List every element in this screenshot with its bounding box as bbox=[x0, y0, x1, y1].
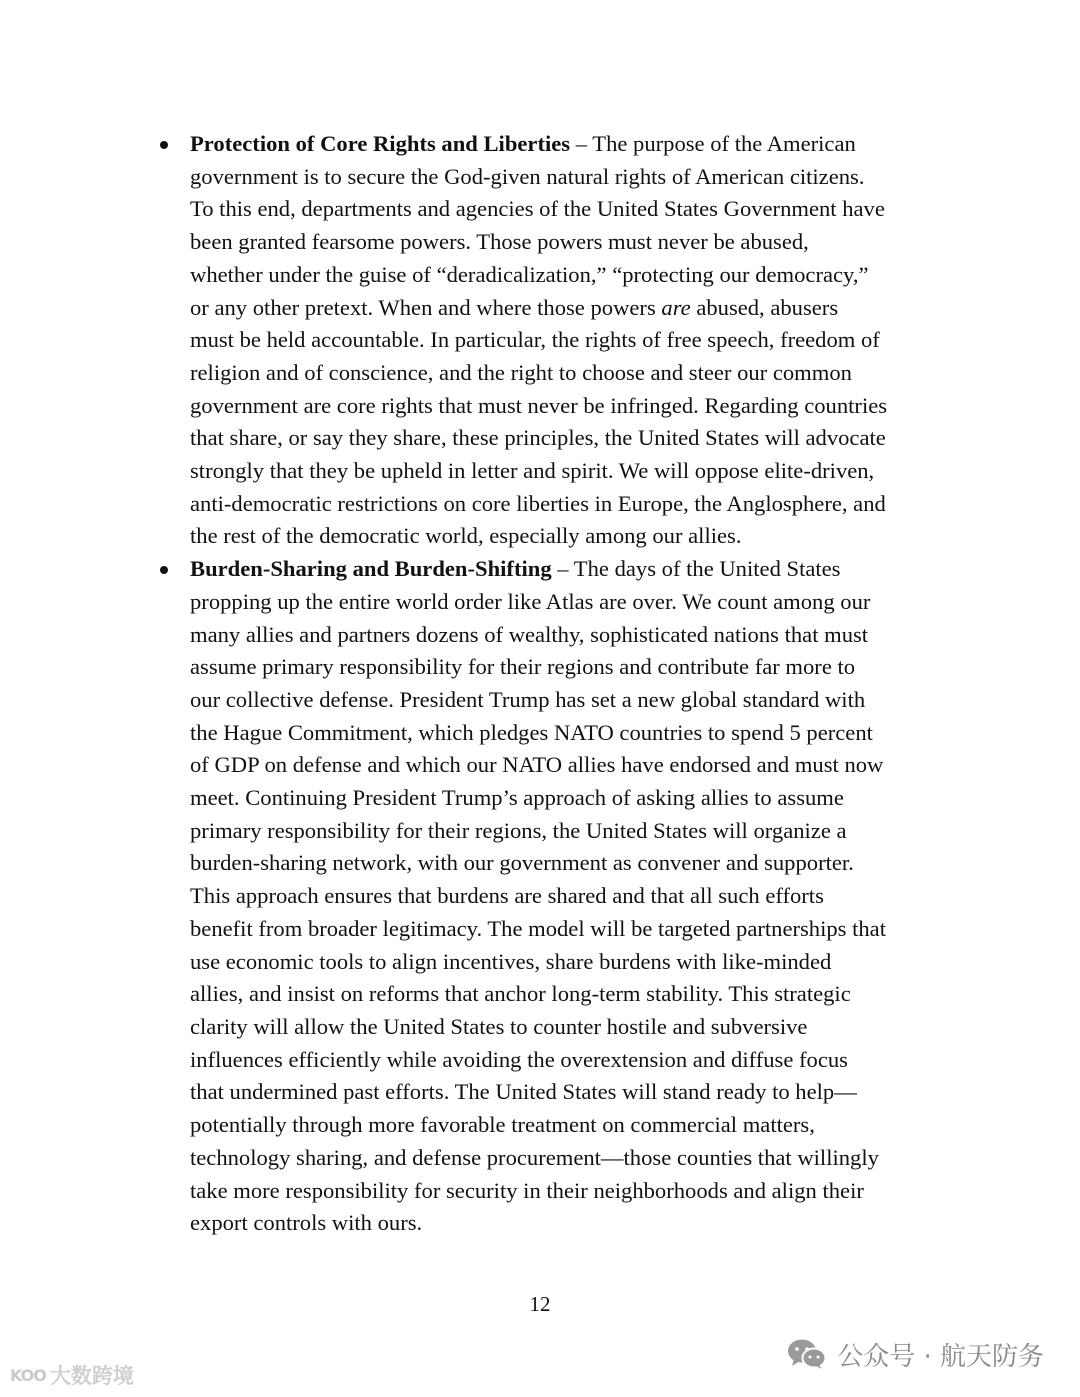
text-line bbox=[190, 422, 960, 455]
page-number: 12 bbox=[529, 1292, 551, 1316]
text-line bbox=[190, 1142, 960, 1175]
watermark-right-text: 公众号 · 航天防务 bbox=[837, 1341, 1044, 1372]
text-segment: religion and of conscience, and the right to choose and steer our common bbox=[190, 359, 852, 385]
text-line bbox=[190, 847, 960, 880]
text-line bbox=[190, 292, 960, 325]
text-line bbox=[190, 880, 960, 913]
wechat-icon bbox=[787, 1338, 827, 1370]
text-segment: been granted fearsome powers. Those powers must never be abused, bbox=[190, 229, 809, 255]
text-line bbox=[190, 1207, 960, 1240]
text-line bbox=[190, 1076, 960, 1109]
watermark-right bbox=[787, 1334, 1044, 1374]
text-line bbox=[190, 619, 960, 652]
text-segment: export controls with ours. bbox=[190, 1210, 423, 1236]
text-line bbox=[190, 749, 960, 782]
bullet-heading: Protection of Core Rights and Liberties bbox=[190, 131, 571, 156]
watermark-left bbox=[10, 1360, 134, 1390]
text-line bbox=[190, 357, 960, 390]
text-line bbox=[190, 226, 960, 259]
text-segment: or any other pretext. When and where those powers bbox=[190, 294, 662, 320]
text-segment: abused, abusers bbox=[690, 294, 839, 320]
text-line bbox=[190, 651, 960, 684]
text-segment: the rest of the democratic world, especially among our allies. bbox=[190, 523, 742, 549]
bullet-item bbox=[190, 553, 960, 1240]
text-line bbox=[190, 520, 960, 553]
text-line bbox=[190, 782, 960, 815]
text-segment: the Hague Commitment, which pledges NATO countries to spend 5 percent bbox=[190, 719, 873, 745]
text-segment: take more responsibility for security in their neighborhoods and align their bbox=[190, 1177, 864, 1203]
text-line bbox=[190, 586, 960, 619]
text-segment: To this end, departments and agencies of the United States Government have bbox=[190, 196, 885, 222]
text-segment: government is to secure the God-given natural rights of American citizens. bbox=[190, 163, 865, 189]
text-segment: – The days of the United States bbox=[551, 556, 841, 582]
bullet-item bbox=[190, 128, 960, 553]
bullet-dot-icon bbox=[160, 141, 168, 149]
text-segment: benefit from broader legitimacy. The model will be targeted partnerships that bbox=[190, 915, 886, 941]
text-segment: primary responsibility for their regions, the United States will organize a bbox=[190, 817, 847, 843]
text-segment: clarity will allow the United States to counter hostile and subversive bbox=[190, 1013, 808, 1039]
text-line bbox=[190, 128, 960, 161]
text-segment: This approach ensures that burdens are shared and that all such efforts bbox=[190, 883, 824, 909]
text-line bbox=[190, 390, 960, 423]
text-segment: are bbox=[661, 294, 691, 320]
text-line bbox=[190, 913, 960, 946]
text-segment: strongly that they be upheld in letter and spirit. We will oppose elite-driven, bbox=[190, 458, 875, 484]
bullet-body bbox=[190, 553, 960, 1240]
bullet-body bbox=[190, 128, 960, 553]
text-segment: of GDP on defense and which our NATO allies have endorsed and must now bbox=[190, 752, 884, 778]
text-segment: assume primary responsibility for their regions and contribute far more to bbox=[190, 654, 856, 680]
bullet-dot-icon bbox=[160, 566, 168, 574]
text-line bbox=[190, 161, 960, 194]
text-line bbox=[190, 455, 960, 488]
watermark-logo: KOO bbox=[10, 1365, 46, 1385]
text-line bbox=[190, 717, 960, 750]
text-segment: use economic tools to align incentives, share burdens with like-minded bbox=[190, 948, 832, 974]
text-segment: technology sharing, and defense procurement—those counties that willingly bbox=[190, 1144, 879, 1170]
text-segment: our collective defense. President Trump has set a new global standard with bbox=[190, 686, 866, 712]
text-segment: meet. Continuing President Trump’s approach of asking allies to assume bbox=[190, 785, 844, 811]
text-segment: anti-democratic restrictions on core liberties in Europe, the Anglosphere, and bbox=[190, 490, 886, 516]
text-line bbox=[190, 1011, 960, 1044]
text-segment: burden-sharing network, with our government as convener and supporter. bbox=[190, 850, 854, 876]
bullet-heading: Burden-Sharing and Burden-Shifting bbox=[190, 556, 552, 582]
text-line bbox=[190, 946, 960, 979]
text-line bbox=[190, 815, 960, 848]
text-segment: influences efficiently while avoiding the overextension and diffuse focus bbox=[190, 1046, 848, 1072]
text-line bbox=[190, 1044, 960, 1077]
text-segment: – The purpose of the American bbox=[570, 131, 856, 156]
text-line bbox=[190, 324, 960, 357]
text-line bbox=[190, 553, 960, 586]
text-segment: that undermined past efforts. The United States will stand ready to help— bbox=[190, 1079, 857, 1105]
text-segment: many allies and partners dozens of wealthy, sophisticated nations that must bbox=[190, 621, 869, 647]
text-segment: propping up the entire world order like Atlas are over. We count among our bbox=[190, 588, 871, 614]
text-segment: government are core rights that must never be infringed. Regarding countries bbox=[190, 392, 888, 418]
text-line bbox=[190, 488, 960, 521]
text-line bbox=[190, 1109, 960, 1142]
watermark-left-text: 大数跨境 bbox=[49, 1364, 134, 1388]
text-segment: whether under the guise of “deradicalization,” “protecting our democracy,” bbox=[190, 261, 869, 287]
text-line bbox=[190, 1175, 960, 1208]
text-segment: potentially through more favorable treatment on commercial matters, bbox=[190, 1112, 815, 1138]
text-line bbox=[190, 259, 960, 292]
text-line bbox=[190, 978, 960, 1011]
text-segment: must be held accountable. In particular, the rights of free speech, freedom of bbox=[190, 327, 880, 353]
bullet-list bbox=[190, 128, 960, 1240]
text-segment: that share, or say they share, these principles, the United States will advocate bbox=[190, 425, 886, 451]
text-segment: allies, and insist on reforms that anchor long-term stability. This strategic bbox=[190, 981, 851, 1007]
text-line bbox=[190, 684, 960, 717]
text-line bbox=[190, 193, 960, 226]
